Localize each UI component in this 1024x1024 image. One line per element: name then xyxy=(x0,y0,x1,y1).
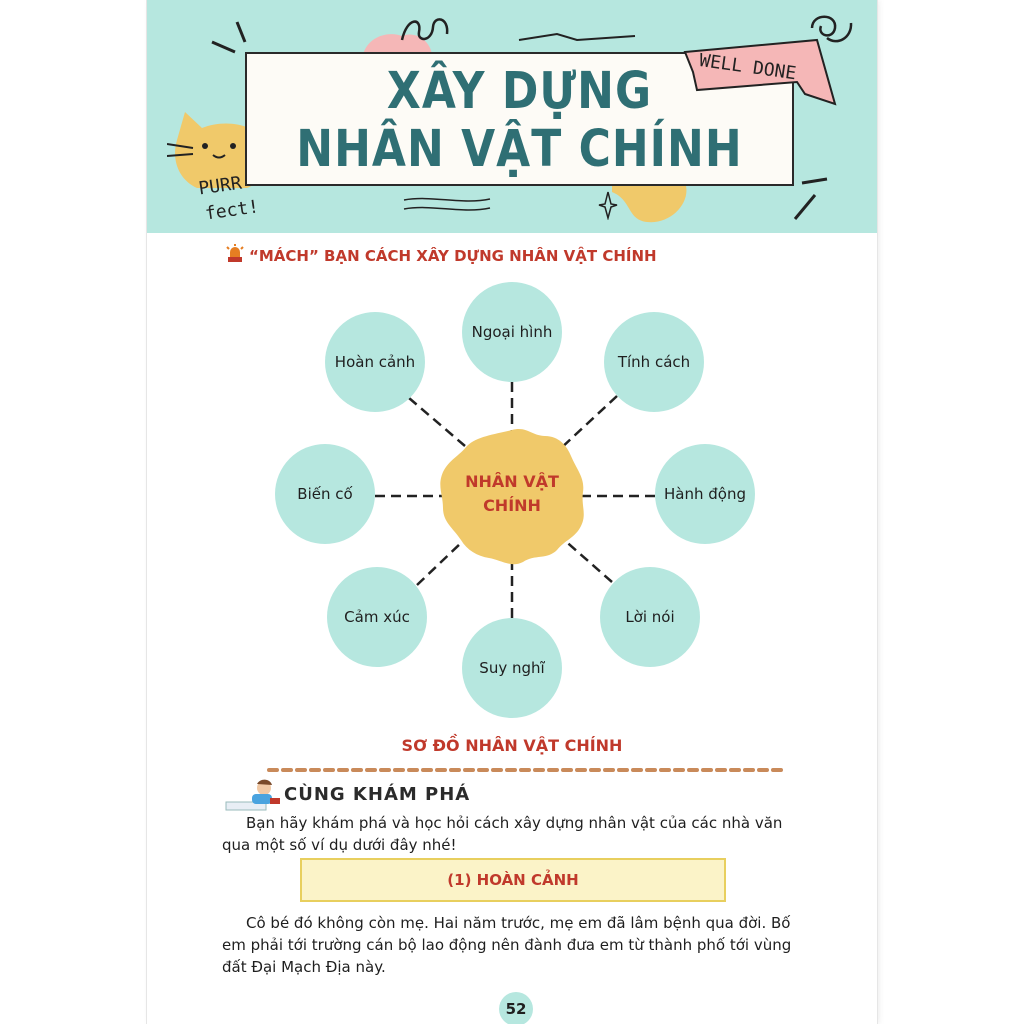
scribble-decoration xyxy=(517,26,637,50)
explore-intro xyxy=(222,812,812,856)
cat-text-purr: PURR xyxy=(197,172,244,200)
example-paragraph xyxy=(222,912,812,978)
explore-intro-text: Bạn hãy khám phá và học hỏi cách xây dựng nhân vật của các nhà văn qua một số ví dụ dưới đây nhé! xyxy=(222,814,783,854)
siren-icon xyxy=(225,244,245,264)
node-bien-co: Biến cố xyxy=(275,444,375,544)
center-node-label: NHÂN VẬT CHÍNH xyxy=(465,472,559,515)
connector-loi-noi xyxy=(562,538,612,582)
diagram-caption: SƠ ĐỒ NHÂN VẬT CHÍNH xyxy=(401,736,623,755)
sparkle-lines-right-decoration xyxy=(787,175,837,225)
well-done-badge-text: WELL DONE xyxy=(697,50,798,85)
cat-text-fect: fect! xyxy=(203,196,261,225)
star-icon xyxy=(597,190,619,220)
node-hoan-canh: Hoàn cảnh xyxy=(325,312,425,412)
example-paragraph-text: Cô bé đó không còn mẹ. Hai năm trước, mẹ em đã lâm bệnh qua đời. Bố em phải tới trường cán bộ lao động nên đành đưa em từ thành phố tới vùng đất Đại Mạch Địa này. xyxy=(222,914,792,976)
explore-heading: CÙNG KHÁM PHÁ xyxy=(284,784,471,805)
node-suy-nghi: Suy nghĩ xyxy=(462,618,562,718)
node-cam-xuc: Cảm xúc xyxy=(327,567,427,667)
well-done-ribbon xyxy=(677,22,837,112)
connector-hoan-canh xyxy=(409,398,465,446)
page-number: 52 xyxy=(499,992,533,1024)
hoan-canh-box: (1) HOÀN CẢNH xyxy=(300,858,726,902)
node-tinh-cach: Tính cách xyxy=(604,312,704,412)
page-header xyxy=(147,0,877,233)
wave-lines-decoration xyxy=(402,195,492,215)
character-diagram xyxy=(147,270,877,730)
book-page xyxy=(147,0,877,1024)
page-title-line2: NHÂN VẬT CHÍNH xyxy=(296,120,743,179)
squiggle-decoration xyxy=(397,12,457,48)
connector-cam-xuc xyxy=(417,542,462,585)
node-hanh-dong: Hành động xyxy=(655,444,755,544)
connector-tinh-cach xyxy=(559,396,617,450)
node-loi-noi: Lời nói xyxy=(600,567,700,667)
section-heading xyxy=(225,244,657,265)
child-reading-icon xyxy=(222,776,282,816)
page-title-line1: XÂY DỰNG xyxy=(386,62,653,121)
section-heading-text: BẠN CÁCH XÂY DỰNG NHÂN VẬT CHÍNH xyxy=(318,247,657,265)
dashed-divider xyxy=(267,765,787,775)
node-ngoai-hinh: Ngoại hình xyxy=(462,282,562,382)
section-heading-quoted: “MÁCH” xyxy=(249,247,319,265)
